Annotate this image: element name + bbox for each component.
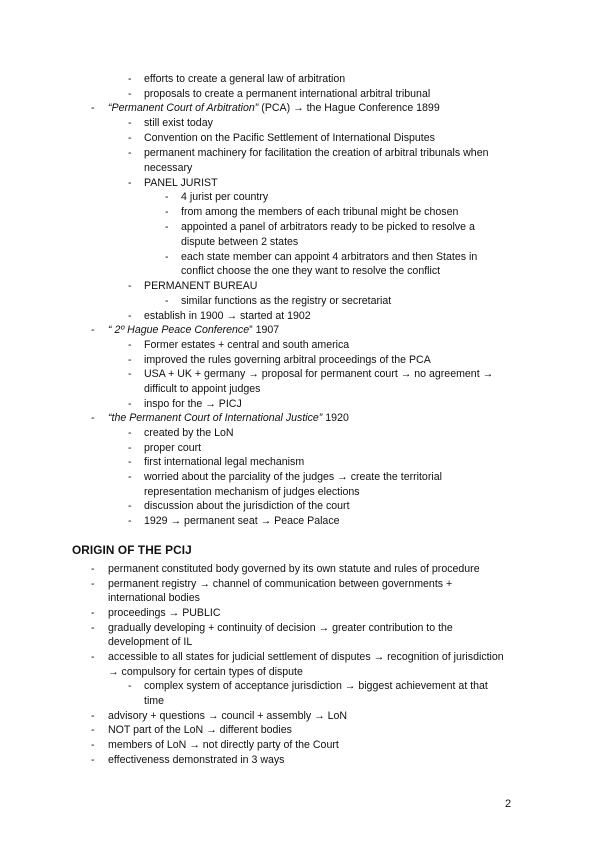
list-item-text: inspo for the → PICJ [144, 398, 242, 410]
list-item-text: complex system of acceptance jurisdiction → biggest achievement at that [144, 680, 488, 692]
list-item [181, 264, 440, 279]
list-item-text: worried about the parciality of the judges → create the territorial [144, 471, 442, 483]
list-item [144, 131, 435, 146]
list-item-text: gradually developing + continuity of decision → greater contribution to the [108, 622, 453, 634]
list-item [108, 323, 279, 338]
list-item-text: each state member can appoint 4 arbitrators and then States in [181, 251, 478, 263]
list-item-text: 4 jurist per country [181, 191, 269, 203]
list-item [108, 650, 504, 665]
list-item-text: permanent machinery for facilitation the creation of arbitral tribunals when [144, 147, 489, 159]
list-item-text: first international legal mechanism [144, 456, 305, 468]
bullet-dash: - [91, 324, 95, 336]
list-item-text: NOT part of the LoN → different bodies [108, 724, 292, 736]
list-item-text: permanent constituted body governed by its own statute and rules of procedure [108, 563, 480, 575]
bullet-dash: - [128, 310, 132, 322]
list-item [108, 562, 480, 577]
list-item-text: effectiveness demonstrated in 3 ways [108, 754, 285, 766]
list-item-text: members of LoN → not directly party of the Court [108, 739, 339, 751]
list-item-text: created by the LoN [144, 427, 234, 439]
list-item-text: improved the rules governing arbitral proceedings of the PCA [144, 354, 431, 366]
list-item [108, 665, 303, 680]
list-item-text: 1920 [322, 412, 349, 424]
list-item [144, 694, 164, 709]
bullet-dash: - [165, 221, 169, 233]
list-item [144, 161, 192, 176]
list-item-text: from among the members of each tribunal might be chosen [181, 206, 459, 218]
italic-term: “the Permanent Court of International Justice” [108, 412, 323, 424]
list-item [181, 220, 475, 235]
bullet-dash: - [91, 651, 95, 663]
bullet-dash: - [128, 177, 132, 189]
list-item-text: international bodies [108, 592, 200, 604]
list-item [181, 250, 477, 265]
list-item [181, 205, 458, 220]
bullet-dash: - [91, 578, 95, 590]
bullet-dash: - [91, 412, 95, 424]
list-item [144, 679, 488, 694]
list-item [108, 411, 349, 426]
list-item-text: → compulsory for certain types of dispute [108, 666, 303, 678]
list-item-text: representation mechanism of judges elections [144, 486, 360, 498]
list-item [144, 72, 345, 87]
list-item-text: (PCA) → the Hague Conference 1899 [258, 102, 440, 114]
list-item [108, 101, 440, 116]
bullet-dash: - [128, 117, 132, 129]
list-item [108, 577, 452, 592]
list-item-text: appointed a panel of arbitrators ready to be picked to resolve a [181, 221, 475, 233]
list-item [108, 738, 339, 753]
list-item [144, 485, 360, 500]
bullet-dash: - [128, 427, 132, 439]
list-item [144, 338, 349, 353]
bullet-dash: - [128, 500, 132, 512]
bullet-dash: - [91, 563, 95, 575]
list-item [144, 309, 311, 324]
bullet-dash: - [91, 754, 95, 766]
bullet-dash: - [128, 73, 132, 85]
list-item [144, 116, 213, 131]
bullet-dash: - [128, 132, 132, 144]
list-item-text: efforts to create a general law of arbitration [144, 73, 346, 85]
bullet-dash: - [128, 280, 132, 292]
bullet-dash: - [128, 456, 132, 468]
list-item-text: proceedings → PUBLIC [108, 607, 221, 619]
bullet-dash: - [165, 295, 169, 307]
list-item-text: accessible to all states for judicial settlement of disputes → recognition of jurisdiction [108, 651, 504, 663]
list-item-text: conflict choose the one they want to resolve the conflict [181, 265, 441, 277]
bullet-dash: - [128, 515, 132, 527]
list-item-text: permanent registry → channel of communication between governments + [108, 578, 453, 590]
list-item-text: advisory + questions → council + assembly → LoN [108, 710, 348, 722]
list-item [144, 441, 201, 456]
list-item [144, 426, 234, 441]
list-item [108, 753, 284, 768]
italic-term: “ 2º Hague Peace Conference [108, 324, 250, 336]
list-item [144, 514, 340, 529]
bullet-dash: - [91, 622, 95, 634]
list-item-text: PERMANENT BUREAU [144, 280, 258, 292]
list-item [144, 470, 442, 485]
list-item-text: dispute between 2 states [181, 236, 299, 248]
list-item-text: USA + UK + germany → proposal for permanent court → no agreement → [144, 368, 494, 380]
bullet-dash: - [128, 471, 132, 483]
list-item [181, 294, 391, 309]
italic-term: “Permanent Court of Arbitration” [108, 102, 259, 114]
bullet-dash: - [165, 206, 169, 218]
list-item [144, 455, 304, 470]
bullet-dash: - [128, 339, 132, 351]
list-item-text: establish in 1900 → started at 1902 [144, 310, 311, 322]
bullet-dash: - [91, 607, 95, 619]
list-item-text: Former estates + central and south america [144, 339, 350, 351]
bullet-dash: - [128, 442, 132, 454]
bullet-dash: - [165, 251, 169, 263]
bullet-dash: - [91, 739, 95, 751]
bullet-dash: - [165, 191, 169, 203]
list-item [108, 635, 192, 650]
list-item-text: Convention on the Pacific Settlement of International Disputes [144, 132, 435, 144]
bullet-dash: - [128, 88, 132, 100]
section-heading: ORIGIN OF THE PCIJ [72, 543, 192, 557]
list-item-text: proper court [144, 442, 202, 454]
list-item [108, 709, 347, 724]
list-item-text: necessary [144, 162, 193, 174]
list-item [144, 499, 350, 514]
list-item [181, 190, 268, 205]
list-item-text: PANEL JURIST [144, 177, 218, 189]
list-item-text: ” 1907 [249, 324, 280, 336]
list-item-text: proposals to create a permanent international arbitral tribunal [144, 88, 431, 100]
list-item [144, 367, 493, 382]
list-item [181, 235, 298, 250]
list-item-text: similar functions as the registry or secretariat [181, 295, 392, 307]
list-item [144, 382, 260, 397]
page-number: 2 [505, 798, 512, 810]
list-item-text: still exist today [144, 117, 213, 129]
list-item [144, 176, 218, 191]
list-item-text: 1929 → permanent seat → Peace Palace [144, 515, 340, 527]
bullet-dash: - [91, 102, 95, 114]
bullet-dash: - [128, 368, 132, 380]
list-item [144, 397, 242, 412]
list-item [108, 621, 453, 636]
list-item [144, 87, 430, 102]
list-item [144, 353, 431, 368]
list-item [144, 279, 257, 294]
bullet-dash: - [128, 354, 132, 366]
list-item [108, 723, 292, 738]
list-item [108, 591, 200, 606]
bullet-dash: - [91, 724, 95, 736]
bullet-dash: - [128, 680, 132, 692]
bullet-dash: - [91, 710, 95, 722]
list-item-text: development of IL [108, 636, 193, 648]
list-item [144, 146, 488, 161]
bullet-dash: - [128, 147, 132, 159]
list-item [108, 606, 220, 621]
list-item-text: difficult to appoint judges [144, 383, 261, 395]
list-item-text: time [144, 695, 165, 707]
bullet-dash: - [128, 398, 132, 410]
list-item-text: discussion about the jurisdiction of the court [144, 500, 350, 512]
